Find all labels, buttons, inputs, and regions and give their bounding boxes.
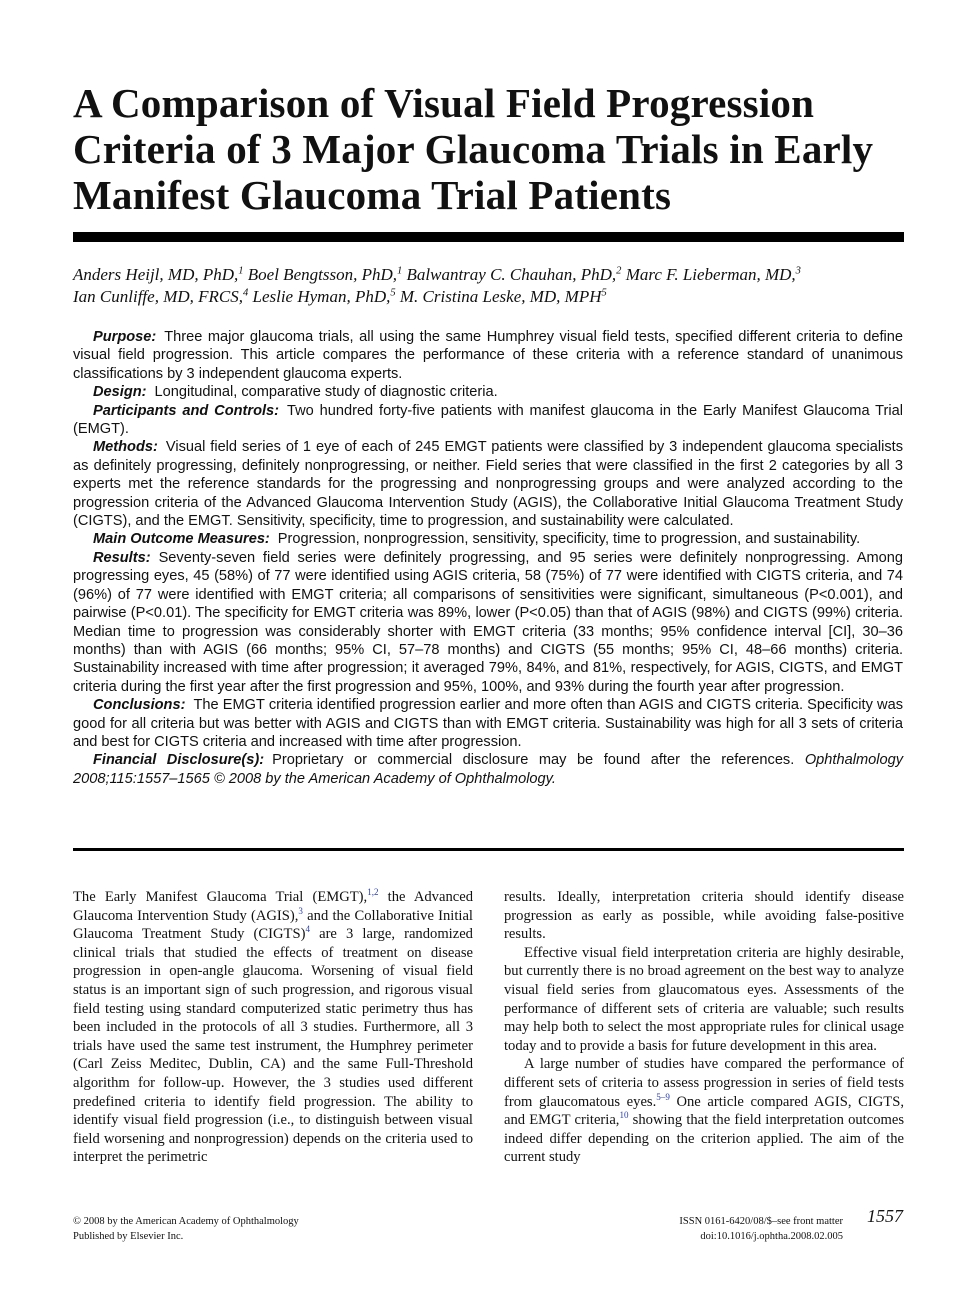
- page-number: 1557: [867, 1206, 903, 1226]
- author: Anders Heijl, MD, PhD,$^1$: [73, 265, 244, 284]
- author: Boel Bengtsson, PhD,$^1$: [247, 265, 403, 284]
- abstract-participants: Participants and Controls: Two hundred forty-five patients with manifest glaucoma in the Early Manifest Glaucoma Trial (EMGT).: [73, 402, 903, 438]
- author: Leslie Hyman, PhD,$^5$: [252, 287, 396, 306]
- abstract-disclosure: Financial Disclosure(s): Proprietary or commercial disclosure may be found after the references. Ophthalmology 2008;115:1557–1565 © 2008 by the American Academy of Ophthalmology.: [73, 752, 903, 787]
- abstract-divider: [73, 848, 904, 851]
- abstract-conclusions: Conclusions: The EMGT criteria identified progression earlier and more often than AGIS and CIGTS criteria. Specificity was good for all criteria but was better with AGIS and CIGTS than with EMGT criteria. Sustainability was high for all 3 sets of criteria and best for CIGTS criteria and increased with time after progression.: [73, 697, 903, 750]
- body-paragraph: A large number of studies have compared the performance of different sets of criteria to assess progression in series of field tests from glaucomatous eyes.$^{5-9}$ One article compared AGIS, CIGTS, and EMGT criteria,$^{10}$ showing that the field interpretation outcomes indeed differ depending on the criterion applied. The aim of the current study: [504, 1056, 904, 1166]
- author: M. Cristina Leske, MD, MPH$^5$: [399, 287, 607, 306]
- abstract-methods: Methods: Visual field series of 1 eye of each of 245 EMGT patients were classified by 3 independent glaucoma specialists as definitely progressing, definitely nonprogressing, or neither. Field series that were classified in the first 2 categories by all 3 experts met the reference standards for the progressing and nonprogressing groups and were analyzed according to the progression criteria of the Advanced Glaucoma Intervention Study (AGIS), the Collaborative Initial Glaucoma Treatment Study (CIGTS), and the EMGT. Sensitivity, specificity, time to progression, and sustainability were calculated.: [73, 439, 903, 530]
- section-label: Results:: [93, 549, 151, 566]
- footer-copyright: © 2008 by the American Academy of Ophthalmology Published by Elsevier Inc.: [73, 1216, 299, 1242]
- author: Ian Cunliffe, MD, FRCS,$^4$: [73, 287, 249, 306]
- section-label: Main Outcome Measures:: [93, 531, 270, 548]
- body-paragraph: The Early Manifest Glaucoma Trial (EMGT),$^{1,2}$ the Advanced Glaucoma Intervention Study (AGIS),$^3$ and the Collaborative Initial Glaucoma Treatment Study (CIGTS)$^4$ are 3 large, randomized clinical trials that studied the effects of treatment on disease progression in open-angle glaucoma. Worsening of visual field status is an important sign of such progression, and rigorous visual field testing using standard computerized static perimetry thus has been included in the protocols of all 3 studies. Furthermore, all 3 trials have used the same test instrument, the Humphrey perimeter (Carl Zeiss Meditec, Dublin, CA) and the same Full-Threshold algorithm for follow-up. However, the 3 studies used different predefined criteria to identify field progression. The ability to identify visual field progression (i.e., to distinguish between visual field worsening and nonprogression) depends on the criteria used to interpret the perimetric: [73, 887, 473, 1166]
- reference-link[interactable]: 1,2: [367, 887, 379, 898]
- section-label: Design:: [93, 384, 147, 401]
- title-divider: [73, 232, 904, 242]
- body-paragraph: Effective visual field interpretation criteria are highly desirable, but currently there is no broad agreement on the best way to analyze visual field series from glaucomatous eyes. Assessments of the performance of different sets of criteria are valuable; such results may help both to select the most appropriate rules for clinical usage today and to provide a basis for future development in this area.: [504, 944, 904, 1054]
- abstract-results: Results: Seventy-seven field series were definitely progressing, and 95 series were definitely nonprogressing. Among progressing eyes, 45 (58%) of 77 were identified using AGIS criteria, 58 (75%) of 77 were identified with CIGTS criteria, and 74 (96%) of 77 were identified with EMGT criteria; all comparisons of sensitivities were significant, simultaneous (P<0.001), and pairwise (P<0.01). The specificity for EMGT criteria was 89%, lower (P<0.05) than that of AGIS (98%) and CIGTS (99%) criteria. Median time to progression was considerably shorter with EMGT criteria (33 months; 95% confidence interval [CI], 30–36 months) than with AGIS (66 months; 95% CI, 57–78 months) and CIGTS (55 months; 95% CI, 48–66 months) criteria. Sustainability increased with time after progression; it averaged 79%, 84%, and 81%, respectively, for AGIS, CIGTS, and EMGT criteria during the first year after the first progression and 95%, 100%, and 93% during the fourth year after progression.: [73, 549, 903, 695]
- author: Balwantray C. Chauhan, PhD,$^2$: [406, 265, 622, 284]
- abstract-design: Design: Longitudinal, comparative study of diagnostic criteria.: [93, 384, 498, 401]
- body-column-left: [73, 888, 473, 1167]
- section-label: Conclusions:: [93, 697, 186, 714]
- abstract-purpose: Purpose: Three major glaucoma trials, all using the same Humphrey visual field tests, specified different criteria to define visual field progression. This article compares the performance of these criteria with a reference standard of unanimous classifications by 3 independent glaucoma experts.: [73, 329, 903, 382]
- body-column-right: [504, 888, 904, 1167]
- reference-link[interactable]: 10: [619, 1110, 629, 1121]
- reference-link[interactable]: 5–9: [656, 1091, 670, 1102]
- section-label: Participants and Controls:: [93, 402, 280, 419]
- footer-issn: ISSN 0161-6420/08/$–see front matter doi:10.1016/j.ophtha.2008.02.005: [679, 1216, 843, 1242]
- abstract-outcome-measures: Main Outcome Measures: Progression, nonprogression, sensitivity, specificity, time to progression, and sustainability.: [93, 531, 861, 548]
- section-label: Financial Disclosure(s):: [93, 752, 265, 769]
- article-title: A Comparison of Visual Field Progression Criteria of 3 Major Glaucoma Trials in Early Manifest Glaucoma Trial Patients: [73, 80, 874, 218]
- reference-link[interactable]: 4: [305, 924, 310, 935]
- author: Marc F. Lieberman, MD,$^3$: [625, 265, 801, 284]
- abstract: [73, 328, 903, 788]
- section-label: Purpose:: [93, 329, 157, 345]
- doi-link[interactable]: doi:10.1016/j.ophtha.2008.02.005: [700, 1231, 843, 1242]
- author-list: [73, 264, 903, 308]
- citation: Ophthalmology 2008;115:1557–1565 © 2008 by the American Academy of Ophthalmology.: [73, 752, 903, 787]
- body-paragraph: results. Ideally, interpretation criteria should identify disease progression as early as possible, while avoiding false-positive results.: [504, 889, 904, 943]
- reference-link[interactable]: 3: [298, 905, 303, 916]
- section-label: Methods:: [93, 439, 158, 456]
